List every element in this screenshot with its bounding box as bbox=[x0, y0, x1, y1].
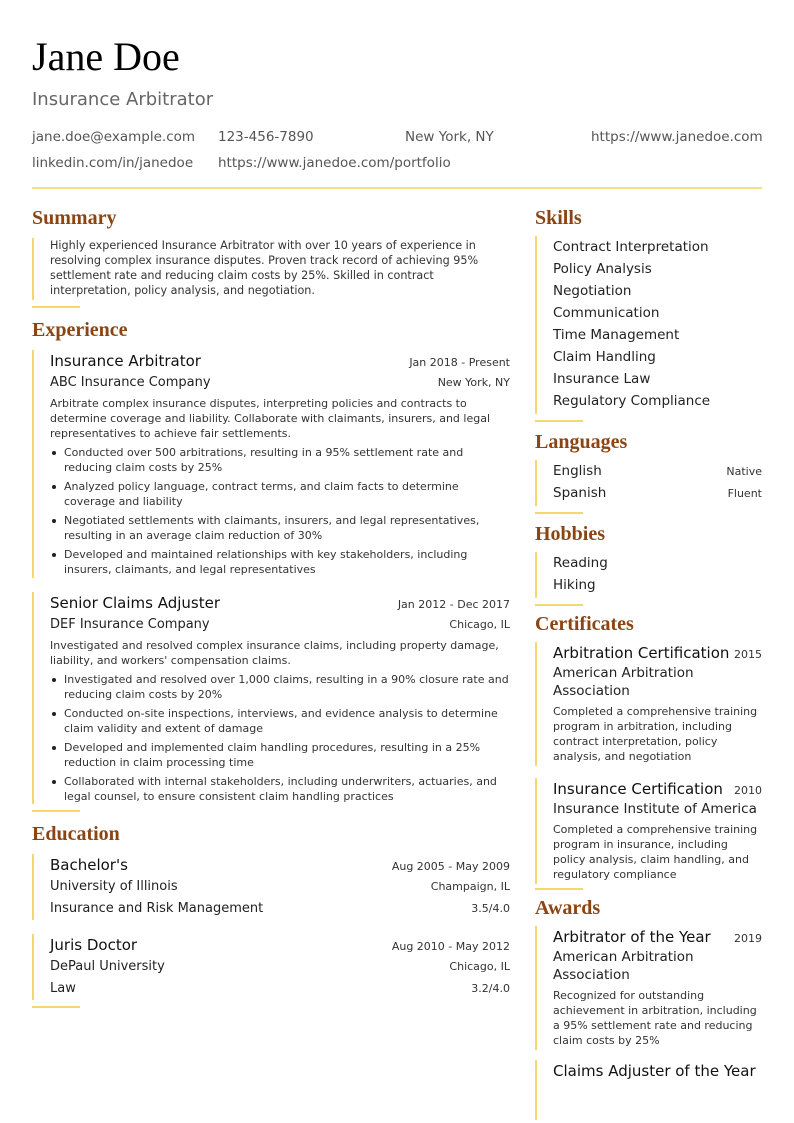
language-row bbox=[553, 482, 762, 504]
education-field-row bbox=[50, 978, 510, 1000]
resume-role: Insurance Arbitrator bbox=[32, 89, 214, 110]
award-description: Recognized for outstanding achievement in arbitration, including a 95% settlement rate and reducing claim costs by 25% bbox=[553, 989, 757, 1047]
award-title: Claims Adjuster of the Year bbox=[553, 1062, 756, 1080]
languages-section bbox=[535, 430, 762, 514]
award-org: American Arbitration Association bbox=[553, 949, 694, 983]
job-company-row bbox=[50, 372, 510, 394]
hobby-item: Reading bbox=[553, 555, 608, 571]
job-company: DEF Insurance Company bbox=[50, 617, 210, 632]
award-entry bbox=[535, 926, 762, 1050]
contact-location: New York, NY bbox=[405, 129, 494, 145]
section-title-experience: Experience bbox=[32, 319, 128, 341]
education-location: Chicago, IL bbox=[449, 960, 510, 973]
job-title: Insurance Arbitrator bbox=[50, 352, 201, 370]
education-school-row bbox=[50, 956, 510, 978]
education-degree: Juris Doctor bbox=[50, 936, 138, 954]
education-school-row bbox=[50, 876, 510, 898]
job-title: Senior Claims Adjuster bbox=[50, 594, 221, 612]
certificate-year: 2015 bbox=[734, 648, 762, 661]
job-header bbox=[50, 350, 510, 372]
contact-email[interactable]: jane.doe@example.com bbox=[32, 129, 196, 145]
job-bullet: Developed and maintained relationships with key stakeholders, including insurers, claimants, and legal representatives bbox=[50, 547, 510, 577]
job-entry bbox=[32, 592, 510, 804]
certificate-header bbox=[553, 642, 762, 664]
section-underline bbox=[32, 810, 80, 812]
hobby-item: Hiking bbox=[553, 577, 596, 593]
skill-item: Contract Interpretation bbox=[553, 239, 709, 255]
section-underline bbox=[535, 512, 583, 514]
language-level: Native bbox=[726, 465, 762, 478]
education-date: Aug 2010 - May 2012 bbox=[391, 940, 510, 953]
skill-item: Insurance Law bbox=[553, 371, 651, 387]
education-field: Insurance and Risk Management bbox=[50, 901, 264, 916]
education-field-row bbox=[50, 898, 510, 920]
contact-linkedin[interactable]: linkedin.com/in/janedoe bbox=[32, 155, 194, 171]
accent-bar bbox=[535, 460, 537, 506]
section-title-awards: Awards bbox=[535, 897, 601, 919]
education-degree: Bachelor's bbox=[50, 856, 128, 874]
job-bullets bbox=[50, 445, 510, 577]
education-school: University of Illinois bbox=[50, 879, 178, 894]
accent-bar bbox=[32, 350, 34, 578]
language-name: English bbox=[553, 463, 602, 479]
job-header bbox=[50, 592, 510, 614]
job-bullet: Negotiated settlements with claimants, insurers, and legal representatives, resulting in an average claim reduction of 30% bbox=[50, 513, 510, 543]
job-bullet: Developed and implemented claim handling procedures, resulting in a 25% reduction in claim processing time bbox=[50, 740, 510, 770]
accent-bar bbox=[32, 592, 34, 804]
skills-block bbox=[535, 236, 762, 414]
language-name: Spanish bbox=[553, 485, 607, 501]
skill-item: Regulatory Compliance bbox=[553, 393, 711, 409]
section-title-languages: Languages bbox=[535, 431, 628, 453]
awards-section bbox=[535, 896, 762, 1120]
resume-name: Jane Doe bbox=[32, 34, 180, 79]
section-title-hobbies: Hobbies bbox=[535, 523, 606, 545]
section-underline bbox=[535, 888, 583, 890]
right-column bbox=[535, 206, 762, 1120]
section-title-education: Education bbox=[32, 823, 120, 845]
job-bullet: Conducted over 500 arbitrations, resulting in a 95% settlement rate and reducing claim costs by 25% bbox=[50, 445, 510, 475]
job-location: Chicago, IL bbox=[449, 618, 510, 631]
accent-bar bbox=[32, 934, 34, 1000]
award-header bbox=[553, 1060, 762, 1082]
experience-section bbox=[32, 318, 510, 812]
certificate-description: Completed a comprehensive training program in insurance, including policy analysis, claim handling, and regulatory compliance bbox=[553, 823, 758, 881]
section-underline bbox=[535, 420, 583, 422]
section-underline bbox=[32, 1006, 80, 1008]
skill-item: Policy Analysis bbox=[553, 261, 652, 277]
skills-section bbox=[535, 206, 762, 422]
header-divider bbox=[32, 187, 762, 189]
job-bullets bbox=[50, 672, 510, 804]
certificates-section bbox=[535, 612, 762, 890]
job-company: ABC Insurance Company bbox=[50, 375, 211, 390]
skill-item: Negotiation bbox=[553, 283, 632, 299]
job-bullet: Investigated and resolved over 1,000 claims, resulting in a 90% closure rate and reducing claim costs by 20% bbox=[50, 672, 510, 702]
skill-item: Communication bbox=[553, 305, 660, 321]
accent-bar bbox=[32, 238, 34, 300]
summary-text: Highly experienced Insurance Arbitrator with over 10 years of experience in resolving complex insurance disputes. Proven track record of achieving 95% settlement rate and reducing claim costs by 25%. Skilled in contract interpretation, policy analysis, and negotiation. bbox=[50, 239, 479, 297]
award-header bbox=[553, 926, 762, 948]
education-gpa: 3.5/4.0 bbox=[471, 902, 510, 915]
left-column bbox=[32, 206, 510, 1008]
certificate-description: Completed a comprehensive training program in arbitration, including contract interpretation, policy analysis, and negotiation bbox=[553, 705, 758, 763]
job-bullet: Collaborated with internal stakeholders, including underwriters, actuaries, and legal counsel, to ensure consistent claim handling practices bbox=[50, 774, 510, 804]
accent-bar bbox=[535, 1060, 537, 1120]
accent-bar bbox=[535, 926, 537, 1050]
certificate-title: Insurance Certification bbox=[553, 780, 723, 798]
education-entry bbox=[32, 854, 510, 920]
section-title-summary: Summary bbox=[32, 207, 117, 229]
job-description: Investigated and resolved complex insurance claims, including property damage, liability, and workers' compensation claims. bbox=[50, 639, 499, 667]
accent-bar bbox=[535, 552, 537, 598]
section-underline bbox=[32, 306, 80, 308]
education-header bbox=[50, 854, 510, 876]
certificate-org: American Arbitration Association bbox=[553, 665, 694, 699]
award-entry bbox=[535, 1060, 762, 1120]
job-company-row bbox=[50, 614, 510, 636]
summary-section bbox=[32, 206, 510, 308]
section-title-certificates: Certificates bbox=[535, 613, 634, 635]
language-level: Fluent bbox=[727, 487, 762, 500]
languages-block bbox=[535, 460, 762, 506]
hobbies-block bbox=[535, 552, 762, 598]
summary-block bbox=[32, 238, 510, 300]
job-bullet: Analyzed policy language, contract terms, and claim facts to determine coverage and liability bbox=[50, 479, 510, 509]
award-title: Arbitrator of the Year bbox=[553, 928, 711, 946]
education-header bbox=[50, 934, 510, 956]
certificate-entry bbox=[535, 642, 762, 766]
accent-bar bbox=[535, 236, 537, 414]
education-gpa: 3.2/4.0 bbox=[471, 982, 510, 995]
job-date: Jan 2012 - Dec 2017 bbox=[397, 598, 510, 611]
education-school: DePaul University bbox=[50, 959, 165, 974]
education-entry bbox=[32, 934, 510, 1000]
certificate-entry bbox=[535, 778, 762, 884]
job-entry bbox=[32, 350, 510, 578]
education-location: Champaign, IL bbox=[430, 880, 510, 893]
contact-phone[interactable]: 123-456-7890 bbox=[218, 129, 314, 145]
education-section bbox=[32, 822, 510, 1008]
section-underline bbox=[535, 604, 583, 606]
skill-item: Time Management bbox=[553, 327, 680, 343]
certificate-year: 2010 bbox=[734, 784, 762, 797]
contact-website[interactable]: https://www.janedoe.com bbox=[591, 129, 763, 145]
accent-bar bbox=[32, 854, 34, 920]
hobbies-section bbox=[535, 522, 762, 606]
job-description: Arbitrate complex insurance disputes, interpreting policies and contracts to determine coverage and liability. Collaborate with claimants, insurers, and legal representatives to achieve fair settlements. bbox=[50, 397, 491, 440]
accent-bar bbox=[535, 642, 537, 766]
award-year: 2019 bbox=[734, 932, 762, 945]
education-field: Law bbox=[50, 981, 76, 996]
contact-portfolio[interactable]: https://www.janedoe.com/portfolio bbox=[218, 155, 451, 171]
section-title-skills: Skills bbox=[535, 207, 582, 229]
education-date: Aug 2005 - May 2009 bbox=[391, 860, 510, 873]
certificate-title: Arbitration Certification bbox=[553, 644, 730, 662]
language-row bbox=[553, 460, 762, 482]
certificate-header bbox=[553, 778, 762, 800]
skill-item: Claim Handling bbox=[553, 349, 656, 365]
job-bullet: Conducted on-site inspections, interviews, and evidence analysis to determine claim validity and extent of damage bbox=[50, 706, 510, 736]
job-location: New York, NY bbox=[437, 376, 510, 389]
certificate-org: Insurance Institute of America bbox=[553, 801, 757, 817]
job-date: Jan 2018 - Present bbox=[409, 356, 510, 369]
accent-bar bbox=[535, 778, 537, 884]
